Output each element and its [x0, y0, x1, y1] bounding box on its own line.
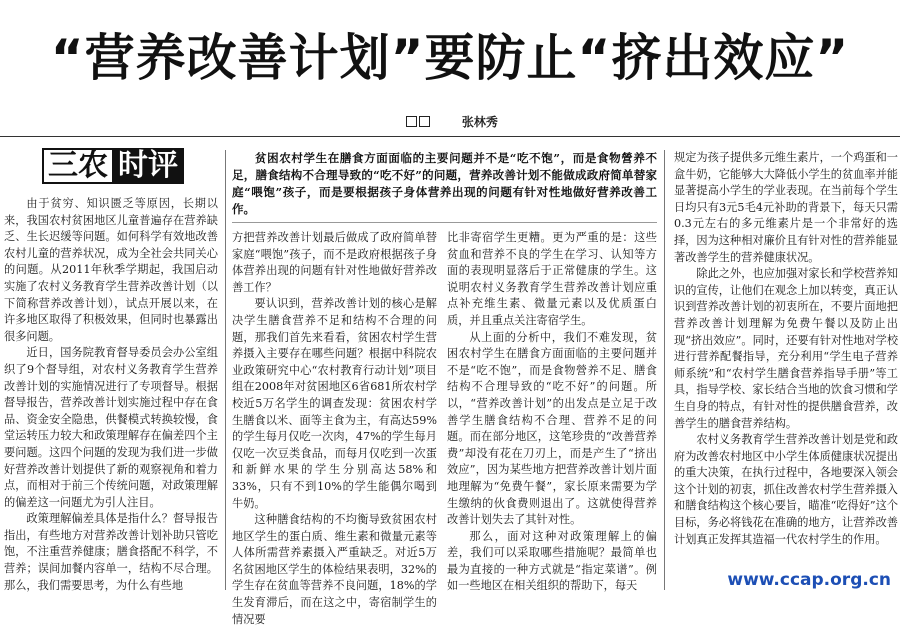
byline-author: 张林秀: [461, 115, 498, 129]
paragraph: 由于贫穷、知识匮乏等原因，长期以来，我国农村贫困地区儿童普遍存在营养缺乏、生长迟缓等问题。如何科学有效地改善农村儿童的营养状况，成为全社会共同关心的问题。从2011年秋季学期起，我国启动实施了农村义务教育学生营养改善计划（以下简称营养改善计划），试点开展以来，在许多地区取得了积极效果，但同时也暴露出很多问题。: [4, 197, 218, 343]
body-column-3: [447, 230, 657, 593]
paragraph: 比非寄宿学生更糟。更为严重的是：这些贫血和营养不良的学生在学习、认知等方面的表现明显落后于正常健康的学生。这说明农村义务教育学生营养改善计划应重点补充维生素、微量元素以及优质蛋白质，并且重点关注寄宿学生。: [447, 231, 657, 327]
column-divider: [664, 150, 665, 590]
column-tag: [42, 147, 184, 185]
source-watermark: www.ccap.org.cn: [724, 570, 894, 590]
header-rule: [0, 136, 900, 137]
byline: [406, 113, 498, 130]
body-column-2: [232, 230, 437, 626]
column-tag-part-a: 三农: [42, 148, 112, 184]
lead-paragraph: 贫困农村学生在膳食方面面临的主要问题并不是“吃不饱”，而是食物營养不足，膳食结构不合理导致的“吃不好”的问题，营养改善计划不能做成政府简单替家庭“喂饱”孩子，而是要根据孩子身体营养出现的问题有针对性地做好营养改善工作。: [232, 151, 657, 216]
body-column-4: [674, 150, 898, 590]
paragraph: 方把营养改善计划最后做成了政府简单替家庭“喂饱”孩子，而不是政府根据孩子身体营养出现的问题有针对性地做好营养改善工作？: [232, 231, 437, 294]
paragraph: 农村义务教育学生营养改善计划是党和政府为改善农村地区中小学生体质健康状况提出的重大决策，在执行过程中，各地要深入领会这个计划的初衷，抓住改善农村学生营养摄入和膳食结构这个核心要旨，瞄准“吃得好”这个目标，务必将钱花在准确的地方，让营养改善计划真正发挥其造福一代农村学生的作用。: [674, 433, 899, 546]
paragraph: 政策理解偏差具体是指什么？督导报告指出，有些地方对营养改善计划补助只管吃饱，不注重营养健康；膳食搭配不科学，不营养；误间加餐内容单一，结构不尽合理。那么，我们需要思考，为什么有些地: [4, 512, 218, 592]
paragraph: 要认识到，营养改善计划的核心是解决学生膳食营养不足和结构不合理的问题，那我们首先来看看，贫困农村学生营养摄入主要存在哪些问题？根据中科院农业政策研究中心“农村教育行动计划”项目组在2008年对贫困地区6省681所农村学校近5万名学生的调查发现：贫困农村学生膳食以米、面等主食为主，有高达59%的学生每月仅吃一次肉，47%的学生每月仅吃一次豆类食品，而每月仅吃到一次蛋和新鲜水果的学生分别高达58%和33%，只有不到10%的学生能偶尔喝到牛奶。: [232, 297, 437, 510]
column-divider: [225, 150, 226, 590]
author-box-icon: [406, 116, 417, 127]
author-box-icon: [419, 116, 430, 127]
body-column-1: [4, 196, 218, 592]
paragraph: 规定为孩子提供多元维生素片，一个鸡蛋和一盒牛奶，它能够大大降低小学生的贫血率并能显著提高小学生的学业表现。在当前每个学生日均只有3元5毛4元补助的背景下，每天只需0.3元左右的多元维素片是一个非常好的选择，因为这种相对廉价且有针对性的营养能显著改善学生的营养健康状况。: [674, 151, 898, 264]
paragraph: 除此之外，也应加强对家长和学校营养知识的宣传，让他们在观念上加以转变，真正认识到营养改善计划的初衷所在，不要片面地把营养改善计划理解为免费午餐以及防止出现“挤出效应”。同时，还要有针对性地对学校进行营养配餐指导，充分利用“学生电子营养师系统”和“农村学生膳食营养指导手册”等工具，指导学校、家长结合当地的饮食习惯和学生自身的特点，有针对性的提供膳食营养，改善学生的膳食营养结构。: [674, 267, 899, 430]
paragraph: 那么，面对这种对政策理解上的偏差，我们可以采取哪些措施呢？最简单也最为直接的一种方式就是“指定菜谱”。例如一些地区在相关组织的帮助下，每天: [447, 529, 657, 593]
paragraph: 近日，国务院教育督导委员会办公室组织了9个督导组，对农村义务教育学生营养改善计划的实施情况进行了专项督导。根据督导报告，营养改善计划实施过程中存在食品、资金安全隐患，供餐模式转换较慢，食堂运转压力较大和政策理解存在偏差四个主要问题。这四个问题的发现为我们进一步做好营养改善计划提供了新的观察视角和着力点，而相对于前三个传统问题，对政策理解的偏差这一问题尤为引人注目。: [4, 346, 218, 509]
paragraph: 从上面的分析中，我们不难发现，贫困农村学生在膳食方面面临的主要问题并不是“吃不饱”，而是食物營养不足、膳食结构不合理导致的“吃不好”的问题。所以，“营养改善计划”的出发点是立足于改善学生膳食结构不合理、营养不足的问题。而在部分地区，这笔珍贵的“改善营养费”却没有花在刀刃上，而是产生了“挤出效应”，因为某些地方把营养改善计划片面地理解为“免费午餐”，家长原来需要为学生缴纳的伙食费则退出了。这就使得营养改善计划失去了其针对性。: [447, 330, 657, 527]
paragraph: 这种膳食结构的不均衡导致贫困农村地区学生的蛋白质、维生素和微量元素等人体所需营养素摄入严重缺乏。对近5万名贫困地区学生的体检结果表明，32%的学生存在贫血等营养不良问题，18%的学生发育滞后，而在这之中，寄宿制学生的情况要: [232, 513, 437, 626]
column-tag-part-b: 时评: [112, 148, 184, 184]
lead-rule: [232, 222, 657, 223]
headline: “营养改善计划”要防止“挤出效应”: [50, 29, 850, 87]
